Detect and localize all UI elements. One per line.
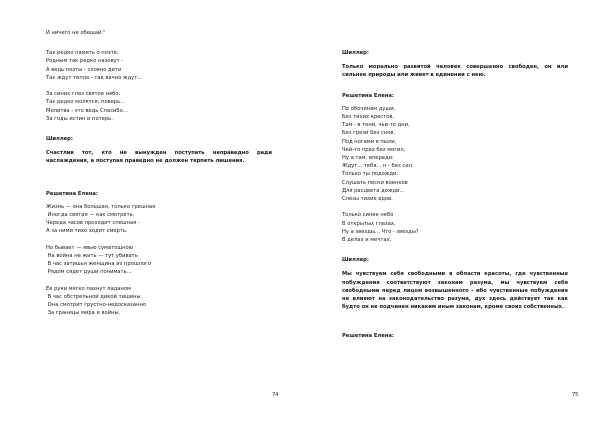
verse-line: В час затишья женщина из прошлого [46, 261, 152, 268]
right-page [300, 0, 600, 424]
verse-line: А ведь поэты - словно дети [46, 66, 122, 73]
left-page-content [46, 29, 272, 318]
verse-line: Без тихих крестов, [342, 114, 395, 121]
verse-line: Без грези без снов. [342, 130, 396, 137]
opening-line: И ничего не обещай." [46, 30, 106, 36]
verse-line: А за ними тихо ходит смерть. [46, 228, 128, 235]
poem-stanza-2 [342, 211, 568, 244]
schiller-quote: Мы чувствуем себя свободными в области красоты, где чувственные побуждения соответствуют законам разума, мы чувствуем себя свободными перед лицом возвышенного - ибо чувственные побуждения не влияют на законодательство разума, дух здесь действует так как будто он не подчинен никаким иным законам, кроме своих собственных. [342, 271, 568, 311]
verse-line: Так ждут тепла - так вечно ждут... [46, 74, 143, 81]
verse-line: За границы мира и войны. [46, 310, 121, 317]
verse-line: Иногда святая — как смотреть, [46, 212, 135, 219]
verse-line: Молитва - это ведь Спасибо... [46, 107, 128, 114]
verse-line: По обочинам души, [342, 105, 396, 112]
poem-stanza-3 [46, 285, 272, 318]
verse-line: Только ты подожди, [342, 171, 399, 178]
schiller-quote: Счастлив тот, кто не вынужден поступать неправедно ради наслаждения, а поступая праведно не должен терпеть лишения. [46, 150, 272, 165]
author-heading: Решетина Елена: [46, 190, 98, 197]
poem-stanza-2 [46, 244, 272, 277]
poem-stanza-1 [46, 203, 272, 236]
verse-line: На война не жить — тут убивать [46, 253, 138, 260]
page-number: 75 [572, 392, 579, 398]
verse-line: Жизнь — она большая, только грешная [46, 203, 156, 210]
schiller-quote: Только морально развитой человек совершенно свободен, он или сильнее природы или живет в единении с нею. [342, 64, 568, 79]
verse-line: Под ногами в пыли, [342, 138, 397, 145]
verse-line: Ну а звезды... Что - звезды? [342, 228, 419, 235]
verse-line: Ну а там, впереди: [342, 155, 394, 162]
verse-line: В открытых глазах, [342, 220, 396, 227]
verse-line: Рядом сядет души понимать... [46, 269, 132, 276]
verse-line: Родным так редко назовут - [46, 58, 124, 65]
author-heading: Решетина Елена: [342, 92, 394, 99]
stanza-2 [46, 90, 272, 123]
verse-line: Ждут... тебя... н - без сил. [342, 163, 414, 170]
verse-line: Так редко память о поэте, [46, 50, 119, 57]
schiller-heading: Шиллер: [342, 257, 369, 264]
verse-line: Только синее небо [342, 212, 394, 219]
page-number: 74 [272, 392, 279, 398]
right-page-content [342, 49, 568, 340]
verse-line: В делах и мечтах. [342, 237, 392, 244]
verse-line: Там - в тени, чьи-то дни, [342, 122, 410, 129]
poem-stanza-1 [342, 105, 568, 203]
verse-line: За синих глаз святое небо, [46, 91, 121, 98]
verse-line: Ее руки мягко пахнут ладаном [46, 285, 131, 292]
verse-line: Слезы тихие вдов. [342, 196, 393, 203]
author-heading: Решетина Елена: [342, 332, 394, 339]
verse-line: Для расцвета дожди... [342, 187, 405, 194]
verse-line: Но бывает — явью суматошною [46, 244, 134, 251]
verse-line: Она смотрит грустно-недосказанно [46, 302, 147, 309]
verse-line: Слушать песни военков [342, 179, 408, 186]
verse-line: Так редко молятся, поверь... [46, 99, 126, 106]
schiller-heading: Шиллер: [46, 136, 73, 143]
verse-line: Чей-то прах без могил, [342, 146, 406, 153]
verse-line: За годы истин и потерь. [46, 115, 113, 122]
verse-line: В час обстрельной дикой тишины [46, 294, 141, 301]
schiller-heading: Шиллер: [342, 50, 369, 56]
verse-line: Череда часов проходит спешная - [46, 220, 140, 227]
stanza-1 [46, 49, 272, 82]
